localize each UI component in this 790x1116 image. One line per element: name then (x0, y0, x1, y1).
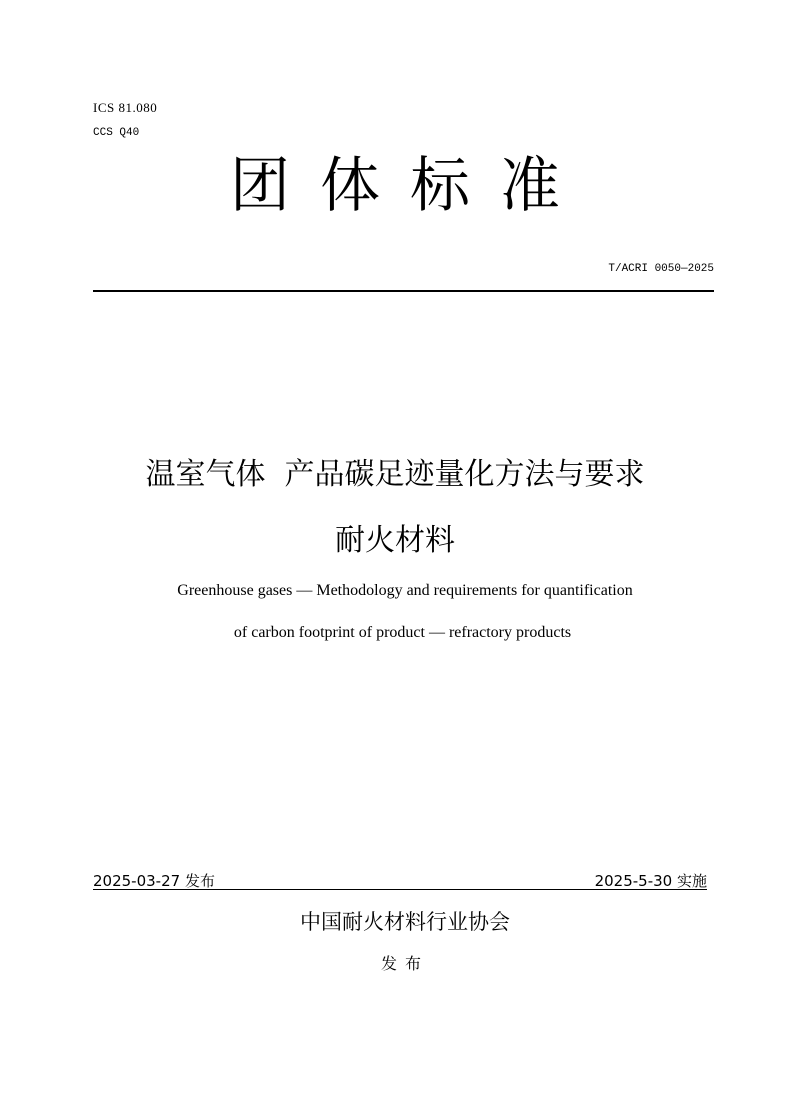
publish-label: 发布 (380, 954, 429, 973)
top-divider (93, 290, 714, 292)
ccs-code: CCS Q40 (93, 127, 140, 139)
chinese-title-line-2: 耐火材料 (335, 523, 455, 558)
standard-code: T/ACRI 0050—2025 (608, 263, 714, 275)
bottom-divider (93, 889, 707, 890)
issue-date: 2025-03-27 发布 (93, 872, 215, 890)
implementation-date: 2025-5-30 实施 (594, 872, 707, 890)
publisher-name: 中国耐火材料行业协会 (300, 910, 510, 934)
english-title-line-2: of carbon footprint of product — refractory products (233, 624, 572, 641)
english-title-line-1: Greenhouse gases — Methodology and requirements for quantification (177, 582, 633, 599)
ics-code: ICS 81.080 (93, 100, 158, 115)
standard-type-heading: 团体标准 (230, 151, 590, 221)
chinese-title-line-1: 温室气体 产品碳足迹量化方法与要求 (145, 457, 645, 492)
